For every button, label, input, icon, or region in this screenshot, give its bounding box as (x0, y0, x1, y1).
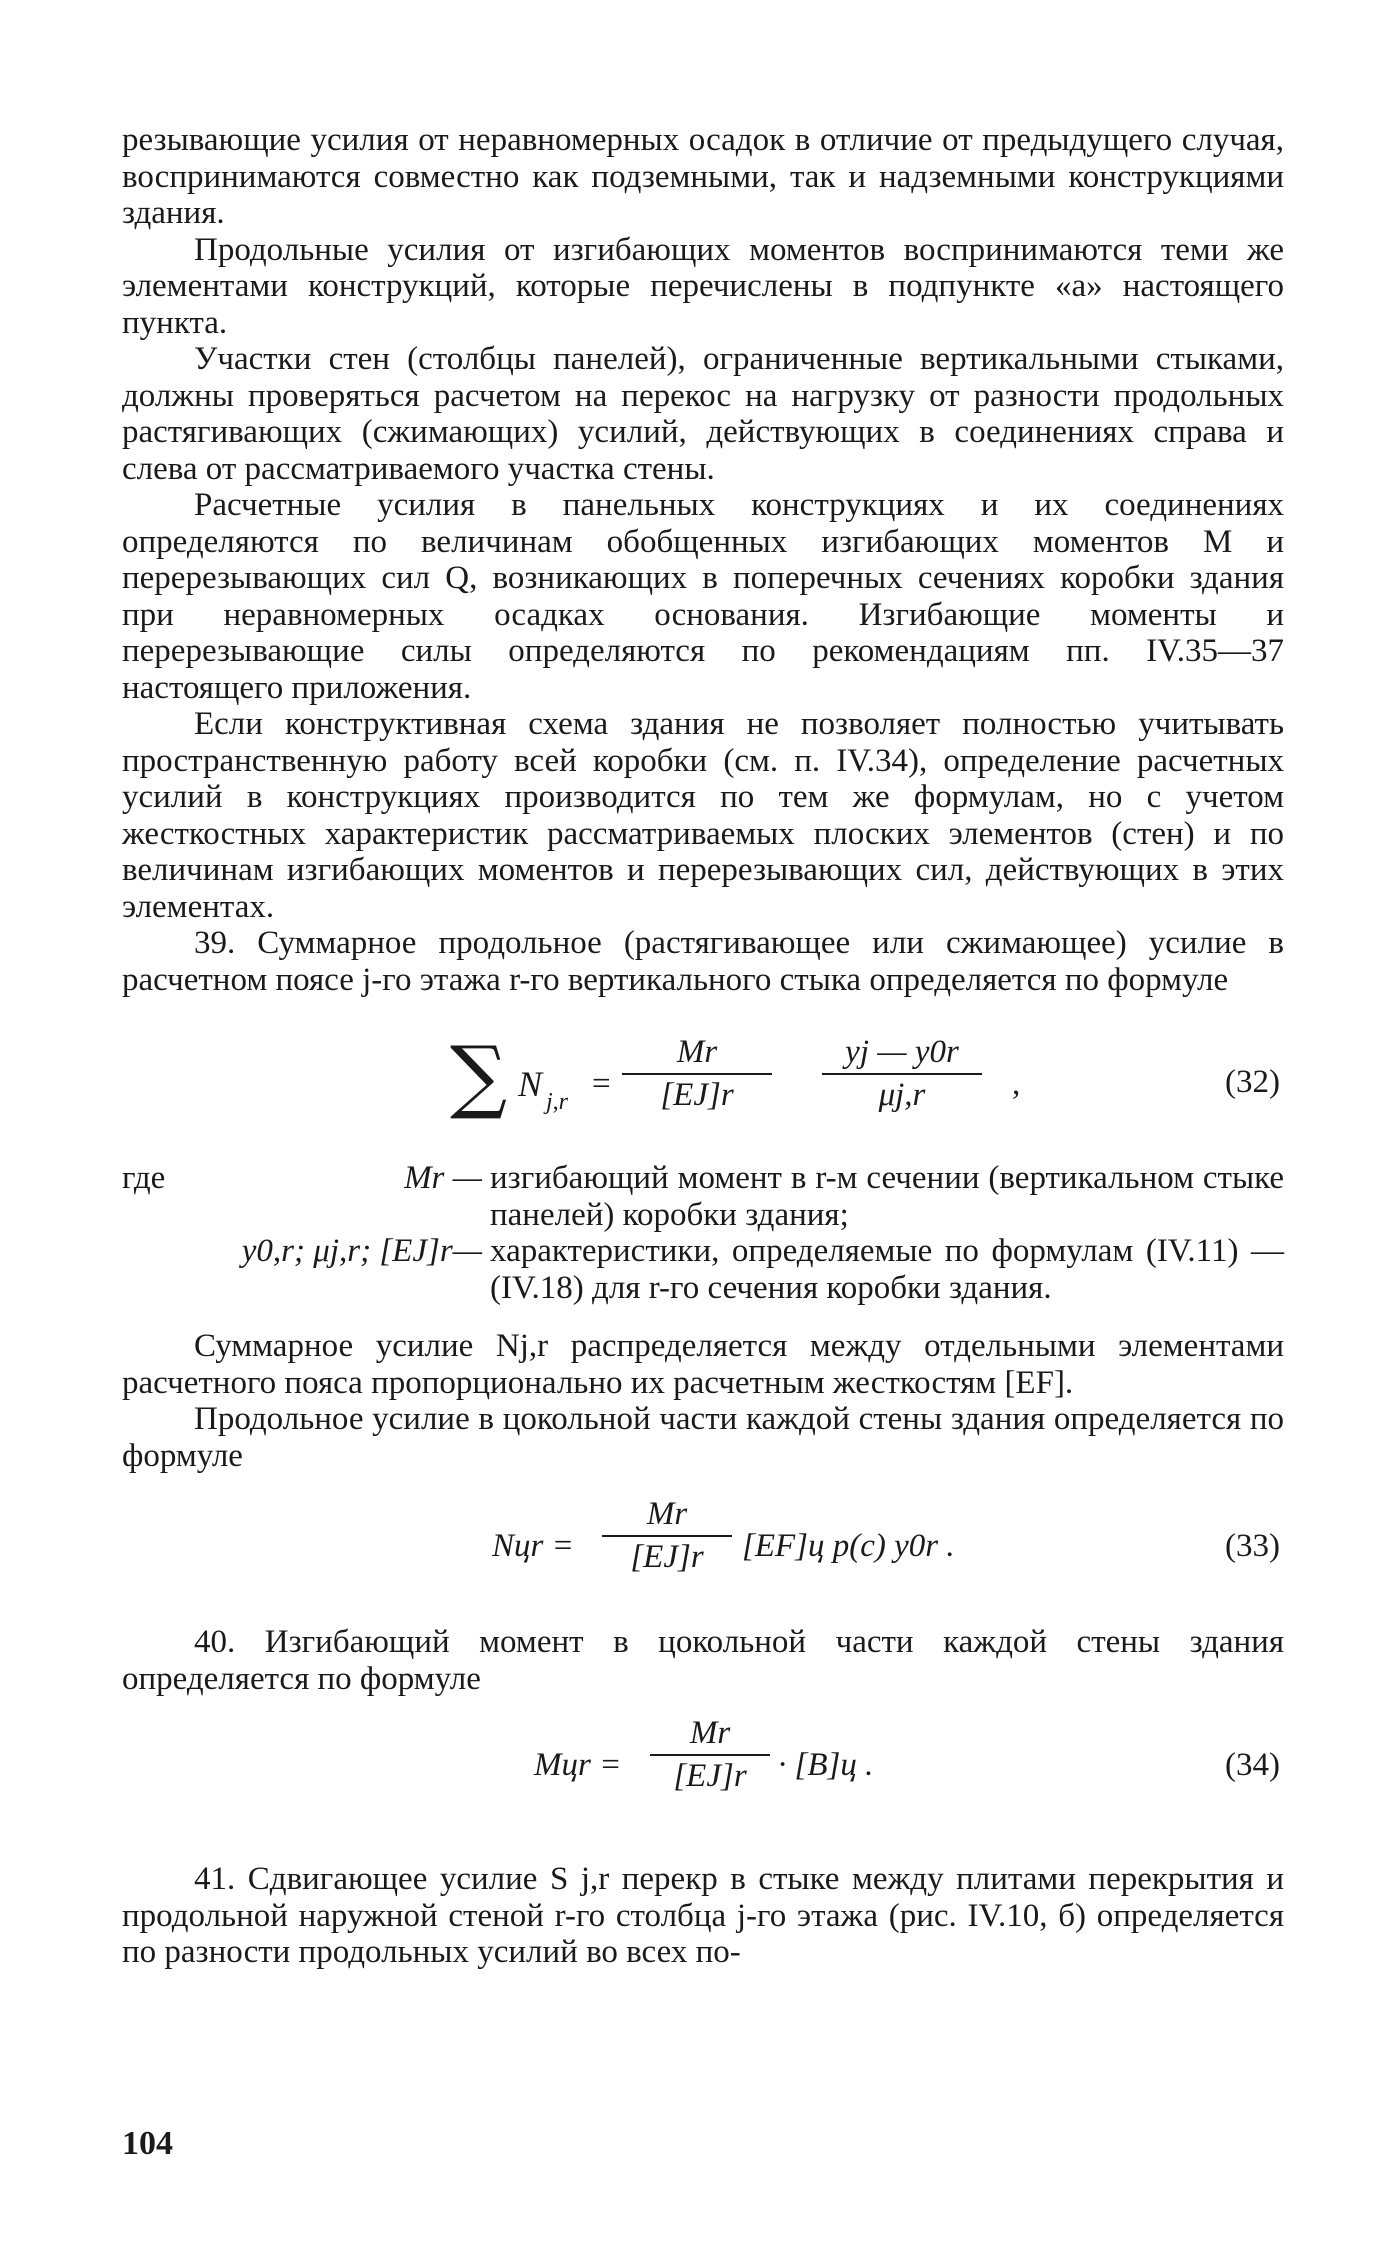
formula-34-denominator: [EJ]r (673, 1757, 747, 1794)
paragraph: Продольные усилия от изгибающих моментов воспринимаются теми же элементами конструкций, которые перечислены в подпункте «а» настоящего пункта. (122, 231, 1284, 341)
formula-33 (122, 1492, 1284, 1602)
paragraph: Продольное усилие в цокольной части каждой стены здания определяется по формуле (122, 1401, 1284, 1474)
paragraph-item-39: 39. Суммарное продольное (растягивающее или сжимающее) усилие в расчетном поясе j-го этажа r-го вертикального стыка определяется по формуле (122, 925, 1284, 998)
paragraph: Расчетные усилия в панельных конструкциях и их соединениях определяются по величинам обобщенных изгибающих моментов M и перерезывающих сил Q, возникающих в поперечных сечениях коробки здания при неравномерных осадках основания. Изгибающие моменты и перерезывающие силы определяются по рекомендациям пп. IV.35—37 настоящего приложения. (122, 487, 1284, 706)
text-column (122, 122, 1284, 1971)
formula-33-numerator: Mr (602, 1496, 732, 1537)
formula-34-numerator: Mr (650, 1715, 770, 1756)
formula-32-fraction-2 (822, 1034, 982, 1113)
formula-32-comma: , (1012, 1066, 1021, 1102)
paragraph: Участки стен (столбцы панелей), ограниченные вертикальными стыками, должны проверяться расчетом на перекос на нагрузку от разности продольных растягивающих (сжимающих) усилий, действующих в соединениях справа и слева от рассматриваемого участка стены. (122, 341, 1284, 487)
definition-row (122, 1233, 1284, 1306)
paragraph-item-40: 40. Изгибающий момент в цокольной части каждой стены здания определяется по формуле (122, 1624, 1284, 1697)
formula-33-denominator: [EJ]r (630, 1538, 704, 1575)
formula-32-denominator-1: [EJ]r (660, 1076, 734, 1113)
paragraph: резывающие усилия от неравномерных осадок в отличие от предыдущего случая, воспринимаются совместно как подземными, так и надземными конструкциями здания. (122, 122, 1284, 231)
formula-33-lhs: Nцr = (492, 1528, 574, 1564)
formula-33-rhs: [EF]ц p(c) y0r . (742, 1528, 955, 1564)
paragraph: Если конструктивная схема здания не позволяет полностью учитывать пространственную работу всей коробки (см. п. IV.34), определение расчетных усилий в конструкциях производится по тем же формулам, но с учетом жесткостных характеристик рассматриваемых плоских элементов (стен) и по величинам изгибающих моментов и перерезывающих сил, действующих в этих элементах. (122, 706, 1284, 925)
paragraph-item-41: 41. Сдвигающее усилие S j,r перекр в стыке между плитами перекрытия и продольной наружной стеной r-го столбца j-го этажа (рис. IV.10, б) определяется по разности продольных усилий во всех по- (122, 1861, 1284, 1970)
formula-33-fraction (602, 1496, 732, 1575)
definition-key: y0,r; μj,r; [EJ]r— (241, 1233, 482, 1269)
formula-32 (122, 1022, 1284, 1152)
definition-value: характеристики, определяемые по формулам (IV.11) — (IV.18) для r-го сечения коробки здания. (490, 1233, 1284, 1306)
formula-32-denominator-2: μj,r (878, 1076, 926, 1113)
formula-32-number: (32) (1225, 1064, 1280, 1100)
formula-32-fraction-1 (622, 1034, 772, 1113)
summation-sign: ∑ (450, 1029, 508, 1122)
formula-34 (122, 1711, 1284, 1821)
paragraph: Суммарное усилие Nj,r распределяется между отдельными элементами расчетного пояса пропорционально их расчетным жесткостям [EF]. (122, 1328, 1284, 1401)
formula-32-numerator-1: Mr (622, 1034, 772, 1075)
formula-34-number: (34) (1225, 1747, 1280, 1783)
formula-32-lhs-subscript: j,r (546, 1089, 569, 1115)
definition-value: изгибающий момент в r-м сечении (вертикальном стыке панелей) коробки здания; (490, 1160, 1284, 1233)
formula-34-lhs: Mцr = (534, 1747, 622, 1783)
formula-32-lhs: N (518, 1064, 543, 1104)
definition-key: Mr — (404, 1160, 482, 1196)
definitions-block (122, 1160, 1284, 1306)
formula-33-number: (33) (1225, 1528, 1280, 1564)
formula-34-rhs: · [B]ц . (778, 1747, 874, 1783)
formula-32-equals: = (592, 1066, 611, 1102)
definition-row (122, 1160, 1284, 1233)
where-label: где (122, 1160, 166, 1196)
formula-32-numerator-2: yj — y0r (822, 1034, 982, 1075)
formula-34-fraction (650, 1715, 770, 1794)
page-number: 104 (122, 2125, 173, 2162)
